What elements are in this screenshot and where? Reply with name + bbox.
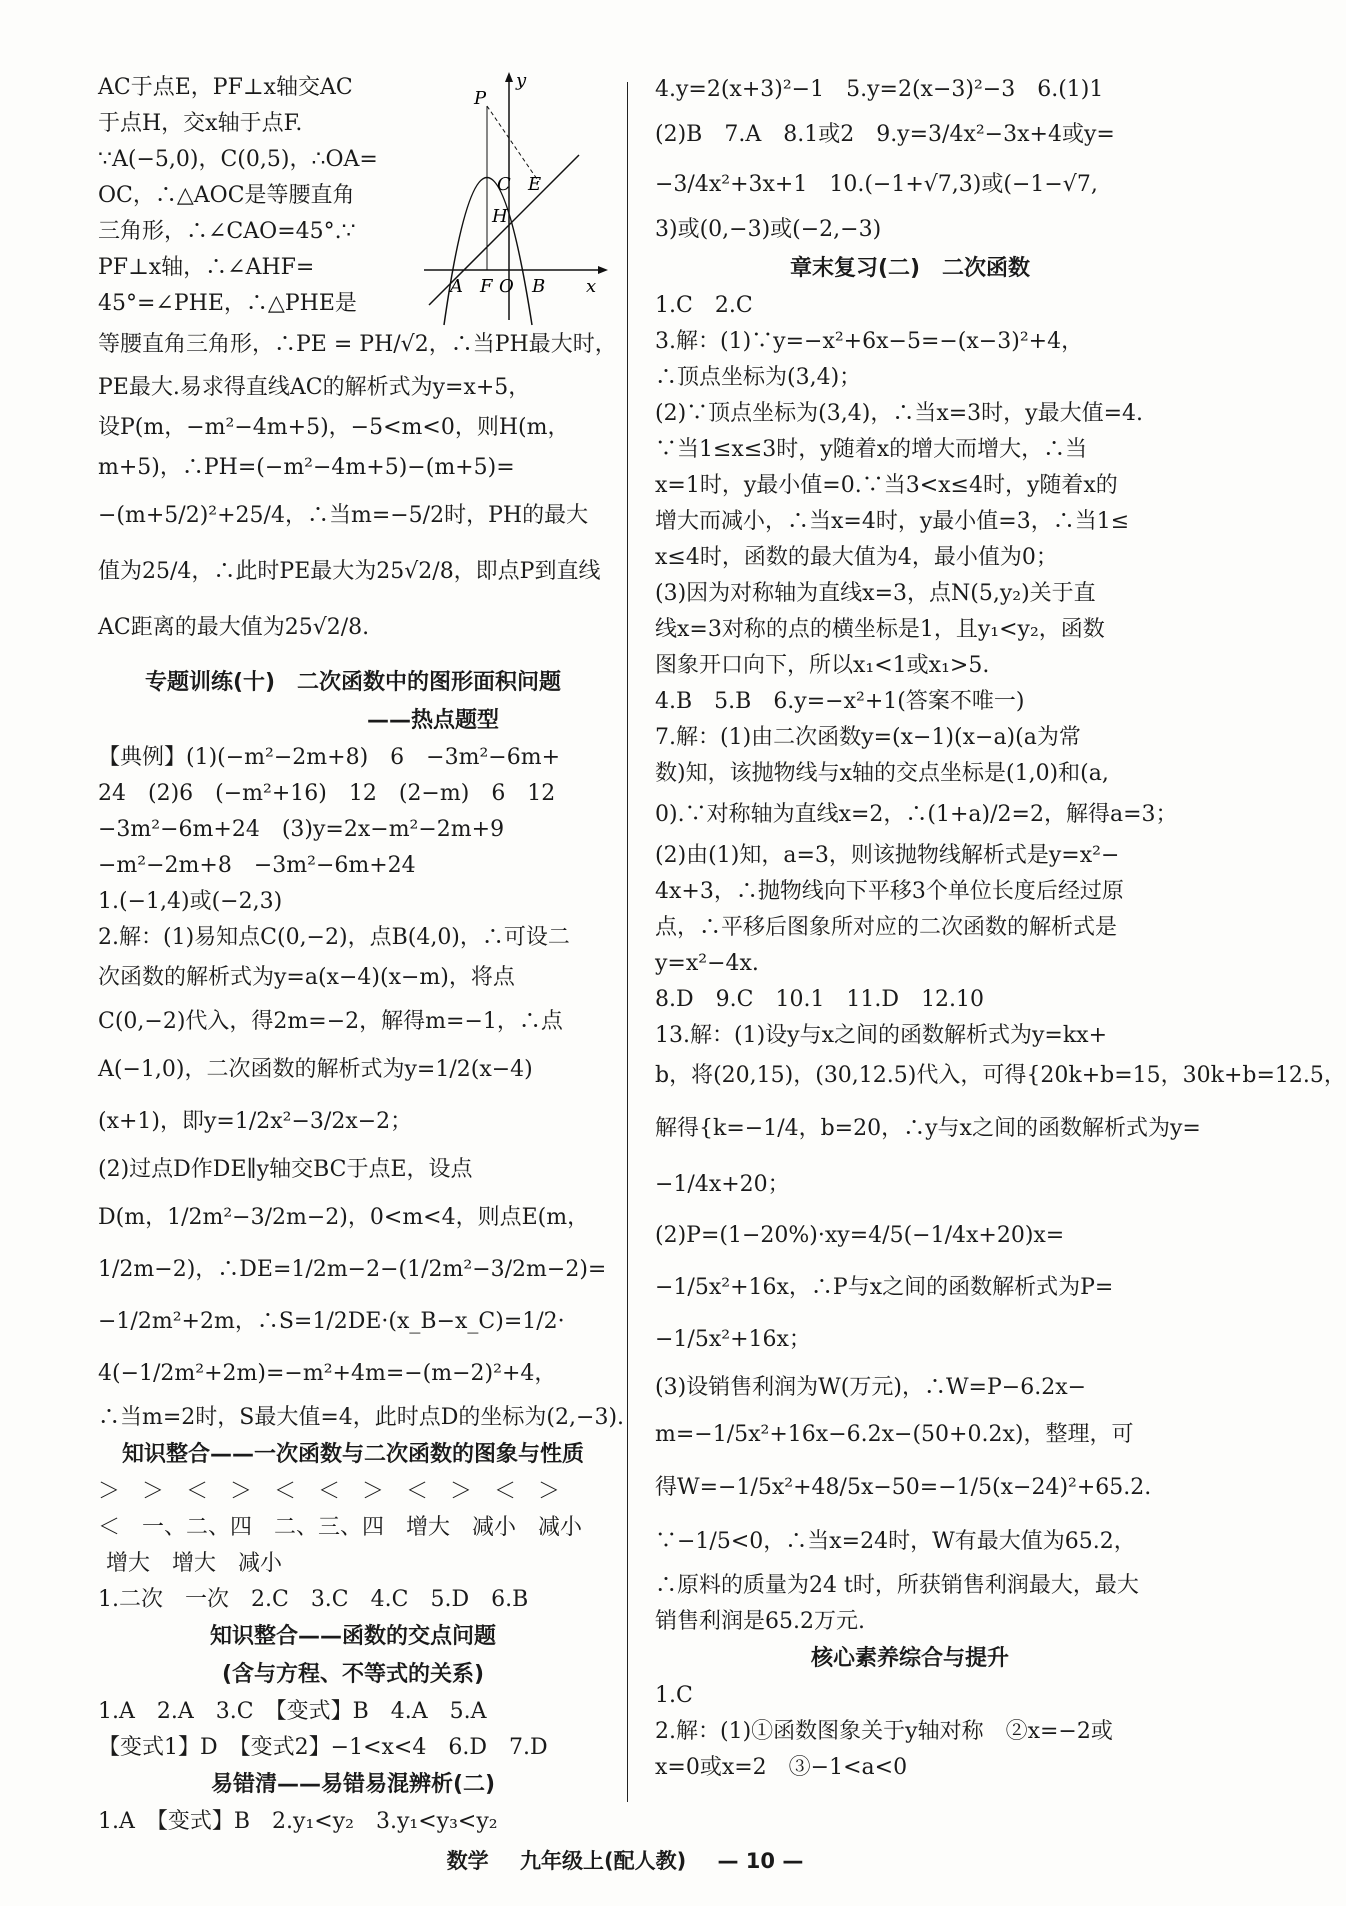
text-line: 解得{k=−1/4，b=20，∴y与x之间的函数解析式为y= <box>655 1116 1201 1141</box>
text-line: −1/5x²+16x； <box>655 1327 811 1352</box>
text-line: (x+1)，即y=1/2x²−3/2x−2； <box>98 1109 413 1134</box>
text-line: ＜ 一、二、四 二、三、四 增大 减小 减小 <box>98 1515 583 1540</box>
text-line: (2)由(1)知，a=3，则该抛物线解析式是y=x²− <box>655 843 1120 868</box>
section-title: 专题训练(十) 二次函数中的图形面积问题 <box>144 670 562 695</box>
text-line: 7.解：(1)由二次函数y=(x−1)(x−a)(a为常 <box>655 725 1081 750</box>
text-line: y=x²−4x. <box>655 951 759 976</box>
text-line: 次函数的解析式为y=a(x−4)(x−m)，将点 <box>98 965 515 990</box>
text-line: −1/4x+20； <box>655 1172 790 1197</box>
text-line: x=0或x=2 ③−1<a<0 <box>655 1755 908 1780</box>
text-line: 点，∴平移后图象所对应的二次函数的解析式是 <box>655 915 1118 940</box>
page-number: — 10 — <box>717 1849 804 1873</box>
text-line: 1.(−1,4)或(−2,3) <box>98 889 283 914</box>
text-line: −1/5x²+16x，∴P与x之间的函数解析式为P= <box>655 1275 1114 1300</box>
core-title: 核心素养综合与提升 <box>810 1646 1009 1671</box>
text-line: 销售利润是65.2万元. <box>655 1609 865 1634</box>
footer-subject: 数学 <box>446 1849 489 1873</box>
graph-label: B <box>532 276 546 297</box>
text-line: 【典例】(1)(−m²−2m+8) 6 −3m²−6m+ <box>98 745 561 770</box>
text-line: 线x=3对称的点的横坐标是1，且y₁<y₂，函数 <box>655 617 1105 642</box>
right-column <box>655 70 1346 1786</box>
graph-label: C <box>497 174 511 195</box>
text-line: 等腰直角三角形，∴PE = PH/√2，∴当PH最大时， <box>98 332 617 357</box>
text-line: 1.A 2.A 3.C 【变式】B 4.A 5.A <box>98 1699 487 1724</box>
graph-label: y <box>516 70 527 91</box>
text-line: −m²−2m+8 −3m²−6m+24 <box>98 853 416 878</box>
graph-label: x <box>586 276 597 297</box>
text-line: PF⊥x轴，∴∠AHF= <box>98 255 315 280</box>
text-line: x=1时，y最小值=0.∵当3<x≤4时，y随着x的 <box>655 473 1118 498</box>
graph-label: A <box>450 276 463 297</box>
text-line: AC距离的最大值为25√2/8. <box>98 615 370 640</box>
footer-grade: 九年级上(配人教) <box>519 1849 687 1873</box>
review-title: 章末复习(二) 二次函数 <box>789 256 1031 281</box>
text-line: −(m+5/2)²+25/4，∴当m=−5/2时，PH的最大 <box>98 503 589 528</box>
text-line: 3)或(0,−3)或(−2,−3) <box>655 217 882 242</box>
text-line: 4.B 5.B 6.y=−x²+1(答案不唯一) <box>655 689 1025 714</box>
text-line: 1.A 【变式】B 2.y₁<y₂ 3.y₁<y₃<y₂ <box>98 1809 498 1834</box>
section-subtitle: ——热点题型 <box>366 708 499 733</box>
text-line: 1/2m−2)，∴DE=1/2m−2−(1/2m²−3/2m−2)= <box>98 1257 607 1282</box>
text-line: OC，∴△AOC是等腰直角 <box>98 183 355 208</box>
text-line: m=−1/5x²+16x−6.2x−(50+0.2x)，整理，可 <box>655 1422 1134 1447</box>
knowledge-subtitle-2: (含与方程、不等式的关系) <box>221 1662 485 1687</box>
graph-label: P <box>474 88 487 109</box>
text-line: 4.y=2(x+3)²−1 5.y=2(x−3)²−3 6.(1)1 <box>655 77 1104 102</box>
text-line: 1.C 2.C <box>655 293 753 318</box>
text-line: 三角形，∴∠CAO=45°.∵ <box>98 219 356 244</box>
text-line: (2)P=(1−20%)·xy=4/5(−1/4x+20)x= <box>655 1223 1065 1248</box>
text-line: ∵−1/5<0，∴当x=24时，W有最大值为65.2， <box>655 1529 1136 1554</box>
text-line: ＞ ＞ ＜ ＞ ＜ ＜ ＞ ＜ ＞ ＜ ＞ <box>98 1479 561 1504</box>
text-line: ∵当1≤x≤3时，y随着x的增大而增大，∴当 <box>655 437 1088 462</box>
text-line: (3)因为对称轴为直线x=3，点N(5,y₂)关于直 <box>655 581 1096 606</box>
text-line: x≤4时，函数的最大值为4，最小值为0； <box>655 545 1058 570</box>
graph-label: H <box>492 206 508 227</box>
text-line: 0).∵对称轴为直线x=2，∴(1+a)/2=2，解得a=3； <box>655 802 1178 827</box>
text-line: (2)B 7.A 8.1或2 9.y=3/4x²−3x+4或y= <box>655 122 1115 147</box>
text-line: 1.C <box>655 1683 693 1708</box>
parabola-curve <box>444 178 532 326</box>
parabola-graph <box>414 70 610 330</box>
page-footer <box>0 1845 1250 1875</box>
text-line: 45°=∠PHE，∴△PHE是 <box>98 291 357 316</box>
text-line: 24 (2)6 (−m²+16) 12 (2−m) 6 12 <box>98 781 556 806</box>
y-axis-arrow <box>505 72 513 82</box>
text-line: ∴原料的质量为24 t时，所获销售利润最大，最大 <box>655 1573 1139 1598</box>
text-line: 8.D 9.C 10.1 11.D 12.10 <box>655 987 985 1012</box>
intro-text <box>98 70 398 322</box>
text-line: 增大 增大 减小 <box>106 1551 283 1576</box>
text-line: (3)设销售利润为W(万元)，∴W=P−6.2x− <box>655 1375 1087 1400</box>
knowledge-title-1: 知识整合——一次函数与二次函数的图象与性质 <box>121 1442 584 1467</box>
text-line: 13.解：(1)设y与x之间的函数解析式为y=kx+ <box>655 1023 1108 1048</box>
text-line: 图象开口向下，所以x₁<1或x₁>5. <box>655 653 990 678</box>
text-line: 数)知，该抛物线与x轴的交点坐标是(1,0)和(a, <box>655 761 1109 786</box>
graph-label: E <box>528 174 542 195</box>
text-line: (2)过点D作DE∥y轴交BC于点E，设点 <box>98 1157 473 1182</box>
error-title: 易错清——易错易混辨析(二) <box>210 1772 496 1797</box>
text-line: 于点H，交x轴于点F. <box>98 111 303 136</box>
text-line: 1.二次 一次 2.C 3.C 4.C 5.D 6.B <box>98 1587 529 1612</box>
text-line: b，将(20,15)，(30,12.5)代入，可得{20k+b=15，30k+b=12.5， <box>655 1063 1346 1088</box>
text-line: 4(−1/2m²+2m)=−m²+4m=−(m−2)²+4， <box>98 1361 557 1386</box>
line-pe <box>487 106 539 182</box>
text-line: 得W=−1/5x²+48/5x−50=−1/5(x−24)²+65.2. <box>655 1475 1152 1500</box>
text-line: D(m，1/2m²−3/2m−2)，0<m<4，则点E(m， <box>98 1205 590 1230</box>
text-line: 4x+3，∴抛物线向下平移3个单位长度后经过原 <box>655 879 1124 904</box>
column-divider <box>627 82 628 1802</box>
text-line: ∴当m=2时，S最大值=4，此时点D的坐标为(2,−3). <box>98 1405 625 1430</box>
text-line: AC于点E，PF⊥x轴交AC <box>98 75 353 100</box>
graph-label: F <box>480 276 493 297</box>
text-line: −3/4x²+3x+1 10.(−1+√7,3)或(−1−√7, <box>655 172 1098 197</box>
knowledge-title-2: 知识整合——函数的交点问题 <box>209 1624 496 1649</box>
text-line: (2)∵顶点坐标为(3,4)，∴当x=3时，y最大值=4. <box>655 401 1144 426</box>
text-line: C(0,−2)代入，得2m=−2，解得m=−1，∴点 <box>98 1009 563 1034</box>
text-line: ∵A(−5,0)，C(0,5)，∴OA= <box>98 147 378 172</box>
text-line: −3m²−6m+24 (3)y=2x−m²−2m+9 <box>98 817 505 842</box>
text-line: 值为25/4，∴此时PE最大为25√2/8，即点P到直线 <box>98 559 601 584</box>
text-line: −1/2m²+2m，∴S=1/2DE·(x_B−x_C)=1/2· <box>98 1309 565 1334</box>
text-line: 【变式1】D 【变式2】−1<x<4 6.D 7.D <box>98 1735 548 1760</box>
text-line: 2.解：(1)易知点C(0,−2)，点B(4,0)，∴可设二 <box>98 925 570 950</box>
text-line: ∴顶点坐标为(3,4)； <box>655 365 862 390</box>
text-line: 3.解：(1)∵y=−x²+6x−5=−(x−3)²+4， <box>655 329 1084 354</box>
x-axis-arrow <box>598 266 608 274</box>
graph-label: O <box>499 276 514 297</box>
text-line: PE最大.易求得直线AC的解析式为y=x+5， <box>98 375 531 400</box>
text-line: 增大而减小，∴当x=4时，y最小值=3，∴当1≤ <box>655 509 1130 534</box>
text-line: 2.解：(1)①函数图象关于y轴对称 ②x=−2或 <box>655 1719 1113 1744</box>
text-line: A(−1,0)，二次函数的解析式为y=1/2(x−4) <box>98 1057 533 1082</box>
text-line: 设P(m，−m²−4m+5)，−5<m<0，则H(m， <box>98 415 570 440</box>
left-column <box>98 70 625 1840</box>
text-line: m+5)，∴PH=(−m²−4m+5)−(m+5)= <box>98 455 515 480</box>
